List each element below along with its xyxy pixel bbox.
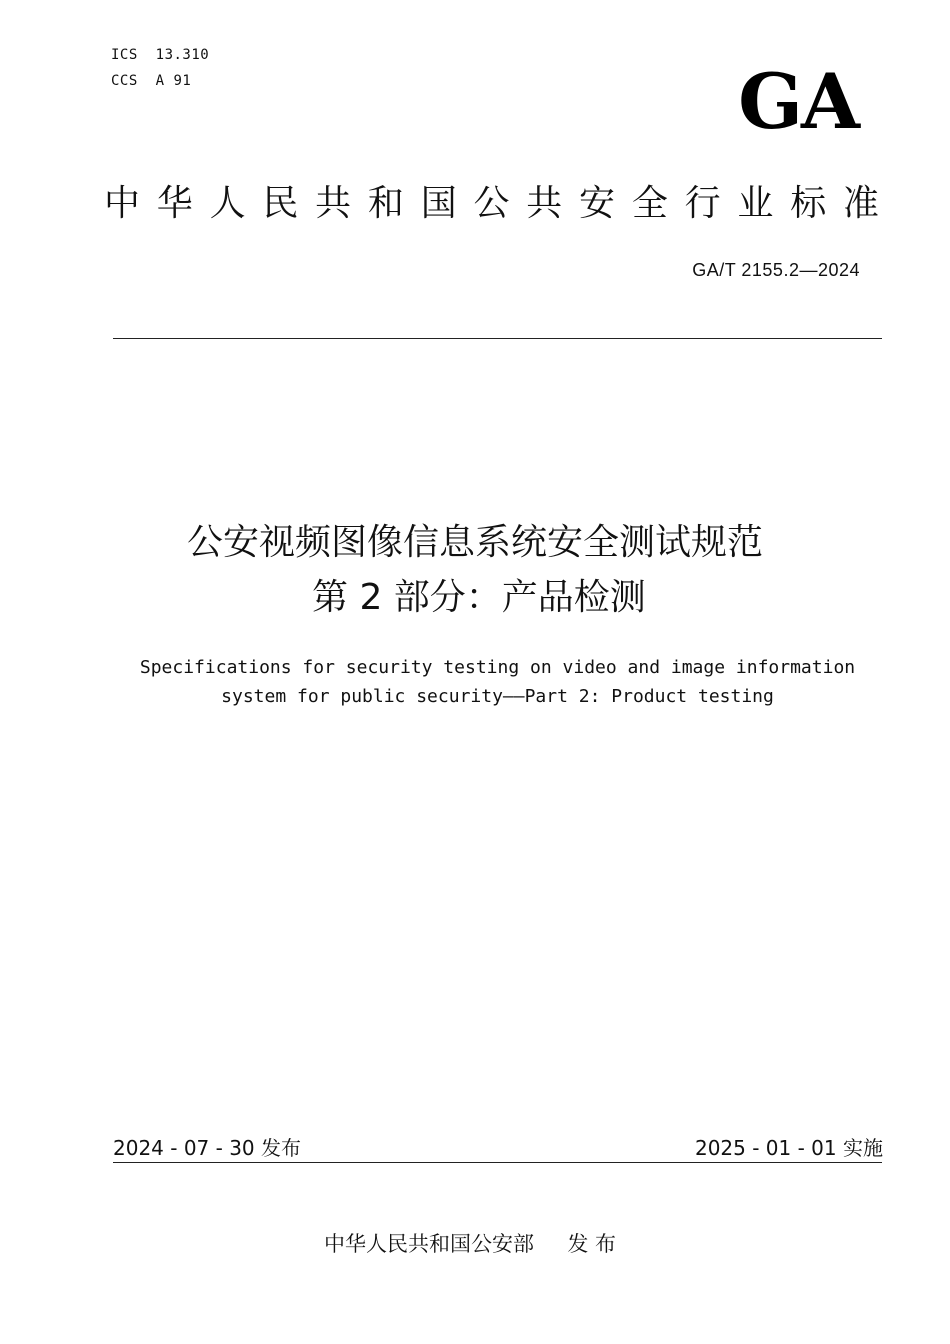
document-title-english-line1: Specifications for security testing on video and image information (139, 657, 856, 678)
standard-number: GA/T 2155.2—2024 (692, 260, 860, 280)
document-title-chinese: 公安视频图像信息系统安全测试规范 (187, 522, 764, 563)
implementation-date: 2025 - 01 - 01 实施 (694, 1136, 883, 1160)
bottom-divider (113, 1162, 882, 1163)
document-title-english-line2: system for public security——Part 2: Product testing (221, 686, 774, 707)
document-subtitle-chinese: 第 2 部分：产品检测 (312, 577, 646, 618)
top-divider (113, 338, 882, 339)
issuing-authority: 中华人民共和国公安部 发 布 (324, 1232, 617, 1256)
standard-category-title: 中华人民共和国公共安全行业标准 (104, 183, 879, 224)
ics-code: ICS 13.310 (111, 47, 210, 63)
ccs-code: CCS A 91 (111, 73, 192, 89)
ga-logo: GA (738, 57, 858, 146)
issue-date: 2024 - 07 - 30 发布 (113, 1136, 302, 1160)
